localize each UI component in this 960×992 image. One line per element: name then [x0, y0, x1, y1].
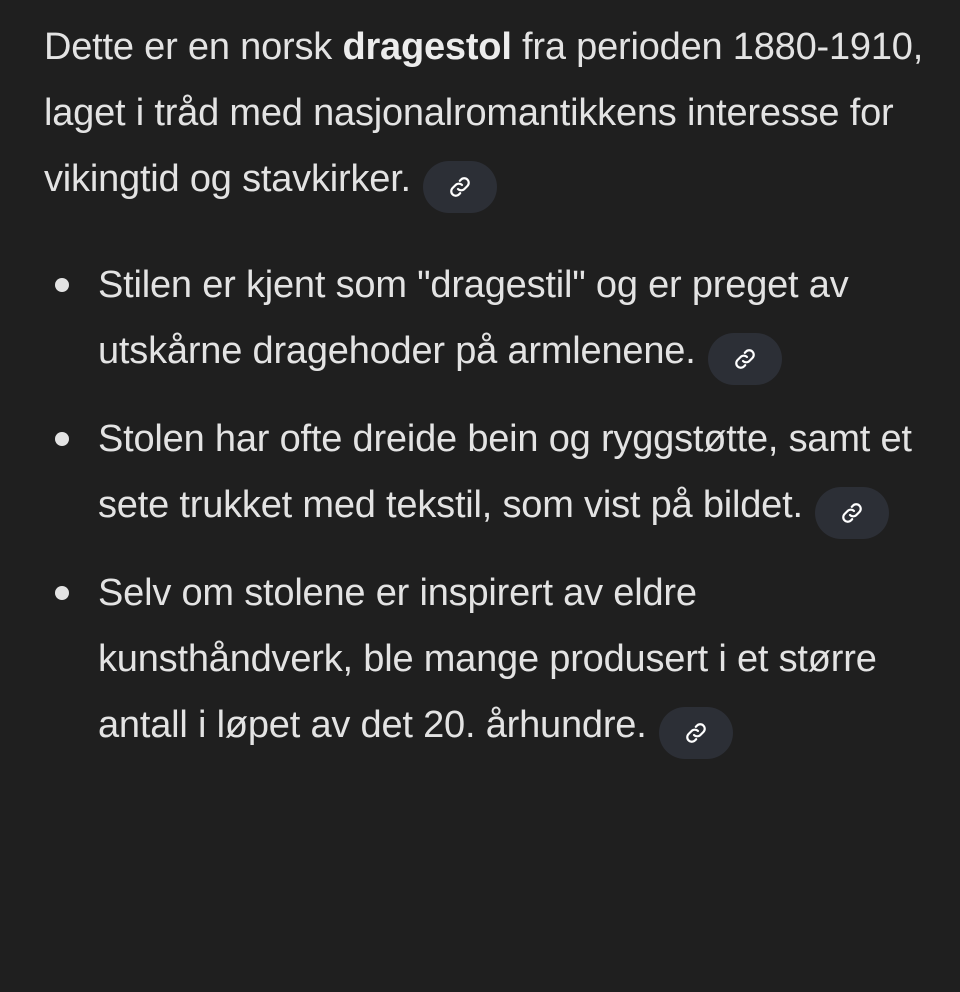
- list-item: [44, 406, 934, 539]
- bullet-dot: [55, 278, 69, 292]
- source-link-button[interactable]: [659, 707, 733, 759]
- source-link-button[interactable]: [815, 487, 889, 539]
- bullet-text: Selv om stolene er inspirert av eldre kunsthåndverk, ble mange produsert i et større antall i løpet av det 20. århundre.: [98, 572, 877, 746]
- bullet-dot: [55, 586, 69, 600]
- bullet-list: [44, 252, 934, 759]
- list-item: [44, 560, 934, 759]
- intro-text-after: fra perioden 1880-1910, laget i tråd med nasjonalromantikkens interesse for vikingtid og stavkirker.: [44, 26, 924, 200]
- intro-text-before: Dette er en norsk: [44, 26, 343, 68]
- intro-bold-term: dragestol: [342, 26, 512, 68]
- link-icon: [448, 175, 472, 199]
- source-link-button[interactable]: [423, 161, 497, 213]
- link-icon: [840, 501, 864, 525]
- response-content: [44, 14, 934, 759]
- bullet-text: Stolen har ofte dreide bein og ryggstøtte, samt et sete trukket med tekstil, som vist på bildet.: [98, 418, 912, 526]
- bullet-dot: [55, 432, 69, 446]
- link-icon: [684, 721, 708, 745]
- list-item: [44, 252, 934, 385]
- source-link-button[interactable]: [708, 333, 782, 385]
- intro-paragraph: [44, 14, 934, 213]
- bullet-text: Stilen er kjent som "dragestil" og er preget av utskårne dragehoder på armlenene.: [98, 264, 849, 372]
- link-icon: [733, 347, 757, 371]
